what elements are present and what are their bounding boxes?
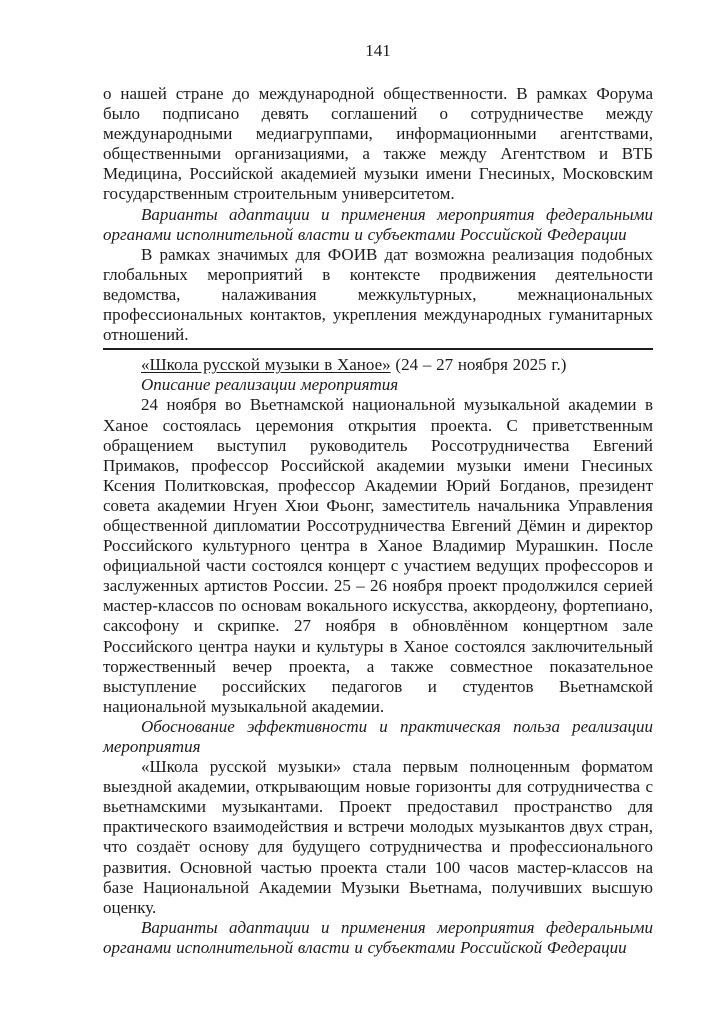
- paragraph-forum-agreements: о нашей стране до международной общественности. В рамках Форума было подписано девять соглашений о сотрудничестве между международными медиагруппами, информационными агентствами, общественными организациями, а также между Агентством и ВТБ Медицина, Российской академией музыки имени Гнесиных, Московским государственным строительным университетом.: [103, 84, 653, 204]
- event-title: «Школа русской музыки в Ханое»: [141, 355, 391, 375]
- page-number: 141: [365, 41, 391, 60]
- subheading-adaptation-options-2: Варианты адаптации и применения мероприятия федеральными органами исполнительной власти и субъектами Российской Федерации: [103, 917, 653, 957]
- paragraph-event-description: 24 ноября во Вьетнамской национальной музыкальной академии в Ханое состоялась церемония открытия проекта. С приветственным обращением выступил руководитель Россотрудничества Евгений Примаков, профессор Российской академии музыки имени Гнесиных Ксения Политковская, профессор Академии Юрий Богданов, президент совета академии Нгуен Хюи Фьонг, заместитель начальника Управления общественной дипломатии Россотрудничества Евгений Дёмин и директор Российского культурного центра в Ханое Владимир Мурашкин. После официальной части состоялся концерт с участием ведущих профессоров и заслуженных артистов России. 25 – 26 ноября проект продолжился серией мастер-классов по основам вокального искусства, аккордеону, фортепиано, саксофону и скрипке. 27 ноября в обновлённом концертном зале Российского центра науки и культуры в Ханое состоялся заключительный торжественный вечер проекта, а также совместное показательное выступление российских педагогов и студентов Вьетнамской национальной музыкальной академии.: [103, 395, 653, 716]
- section-divider: [103, 348, 653, 350]
- subheading-event-description: Описание реализации мероприятия: [141, 375, 399, 395]
- paragraph-foiv-dates: В рамках значимых для ФОИВ дат возможна реализация подобных глобальных мероприятий в контексте продвижения деятельности ведомства, налаживания межкультурных, межнациональных профессиональных контактов, укрепления международных гуманитарных отношений.: [103, 244, 653, 345]
- subheading-event-rationale: Обоснование эффективности и практическая польза реализации мероприятия: [103, 716, 653, 756]
- event-heading: [103, 355, 653, 375]
- subheading-adaptation-options-1: Варианты адаптации и применения мероприятия федеральными органами исполнительной власти и субъектами Российской Федерации: [103, 204, 653, 244]
- paragraph-event-rationale: «Школа русской музыки» стала первым полноценным форматом выездной академии, открывающим новые горизонты для сотрудничества с вьетнамскими музыкантами. Проект предоставил пространство для практического взаимодействия и встречи молодых музыкантов двух стран, что создаёт основу для будущего сотрудничества и профессионального развития. Основной частью проекта стали 100 часов мастер-классов на базе Национальной Академии Музыки Вьетнама, получивших высшую оценку.: [103, 757, 653, 917]
- event-dates: (24 – 27 ноября 2025 г.): [390, 355, 567, 375]
- text-block: [103, 84, 653, 958]
